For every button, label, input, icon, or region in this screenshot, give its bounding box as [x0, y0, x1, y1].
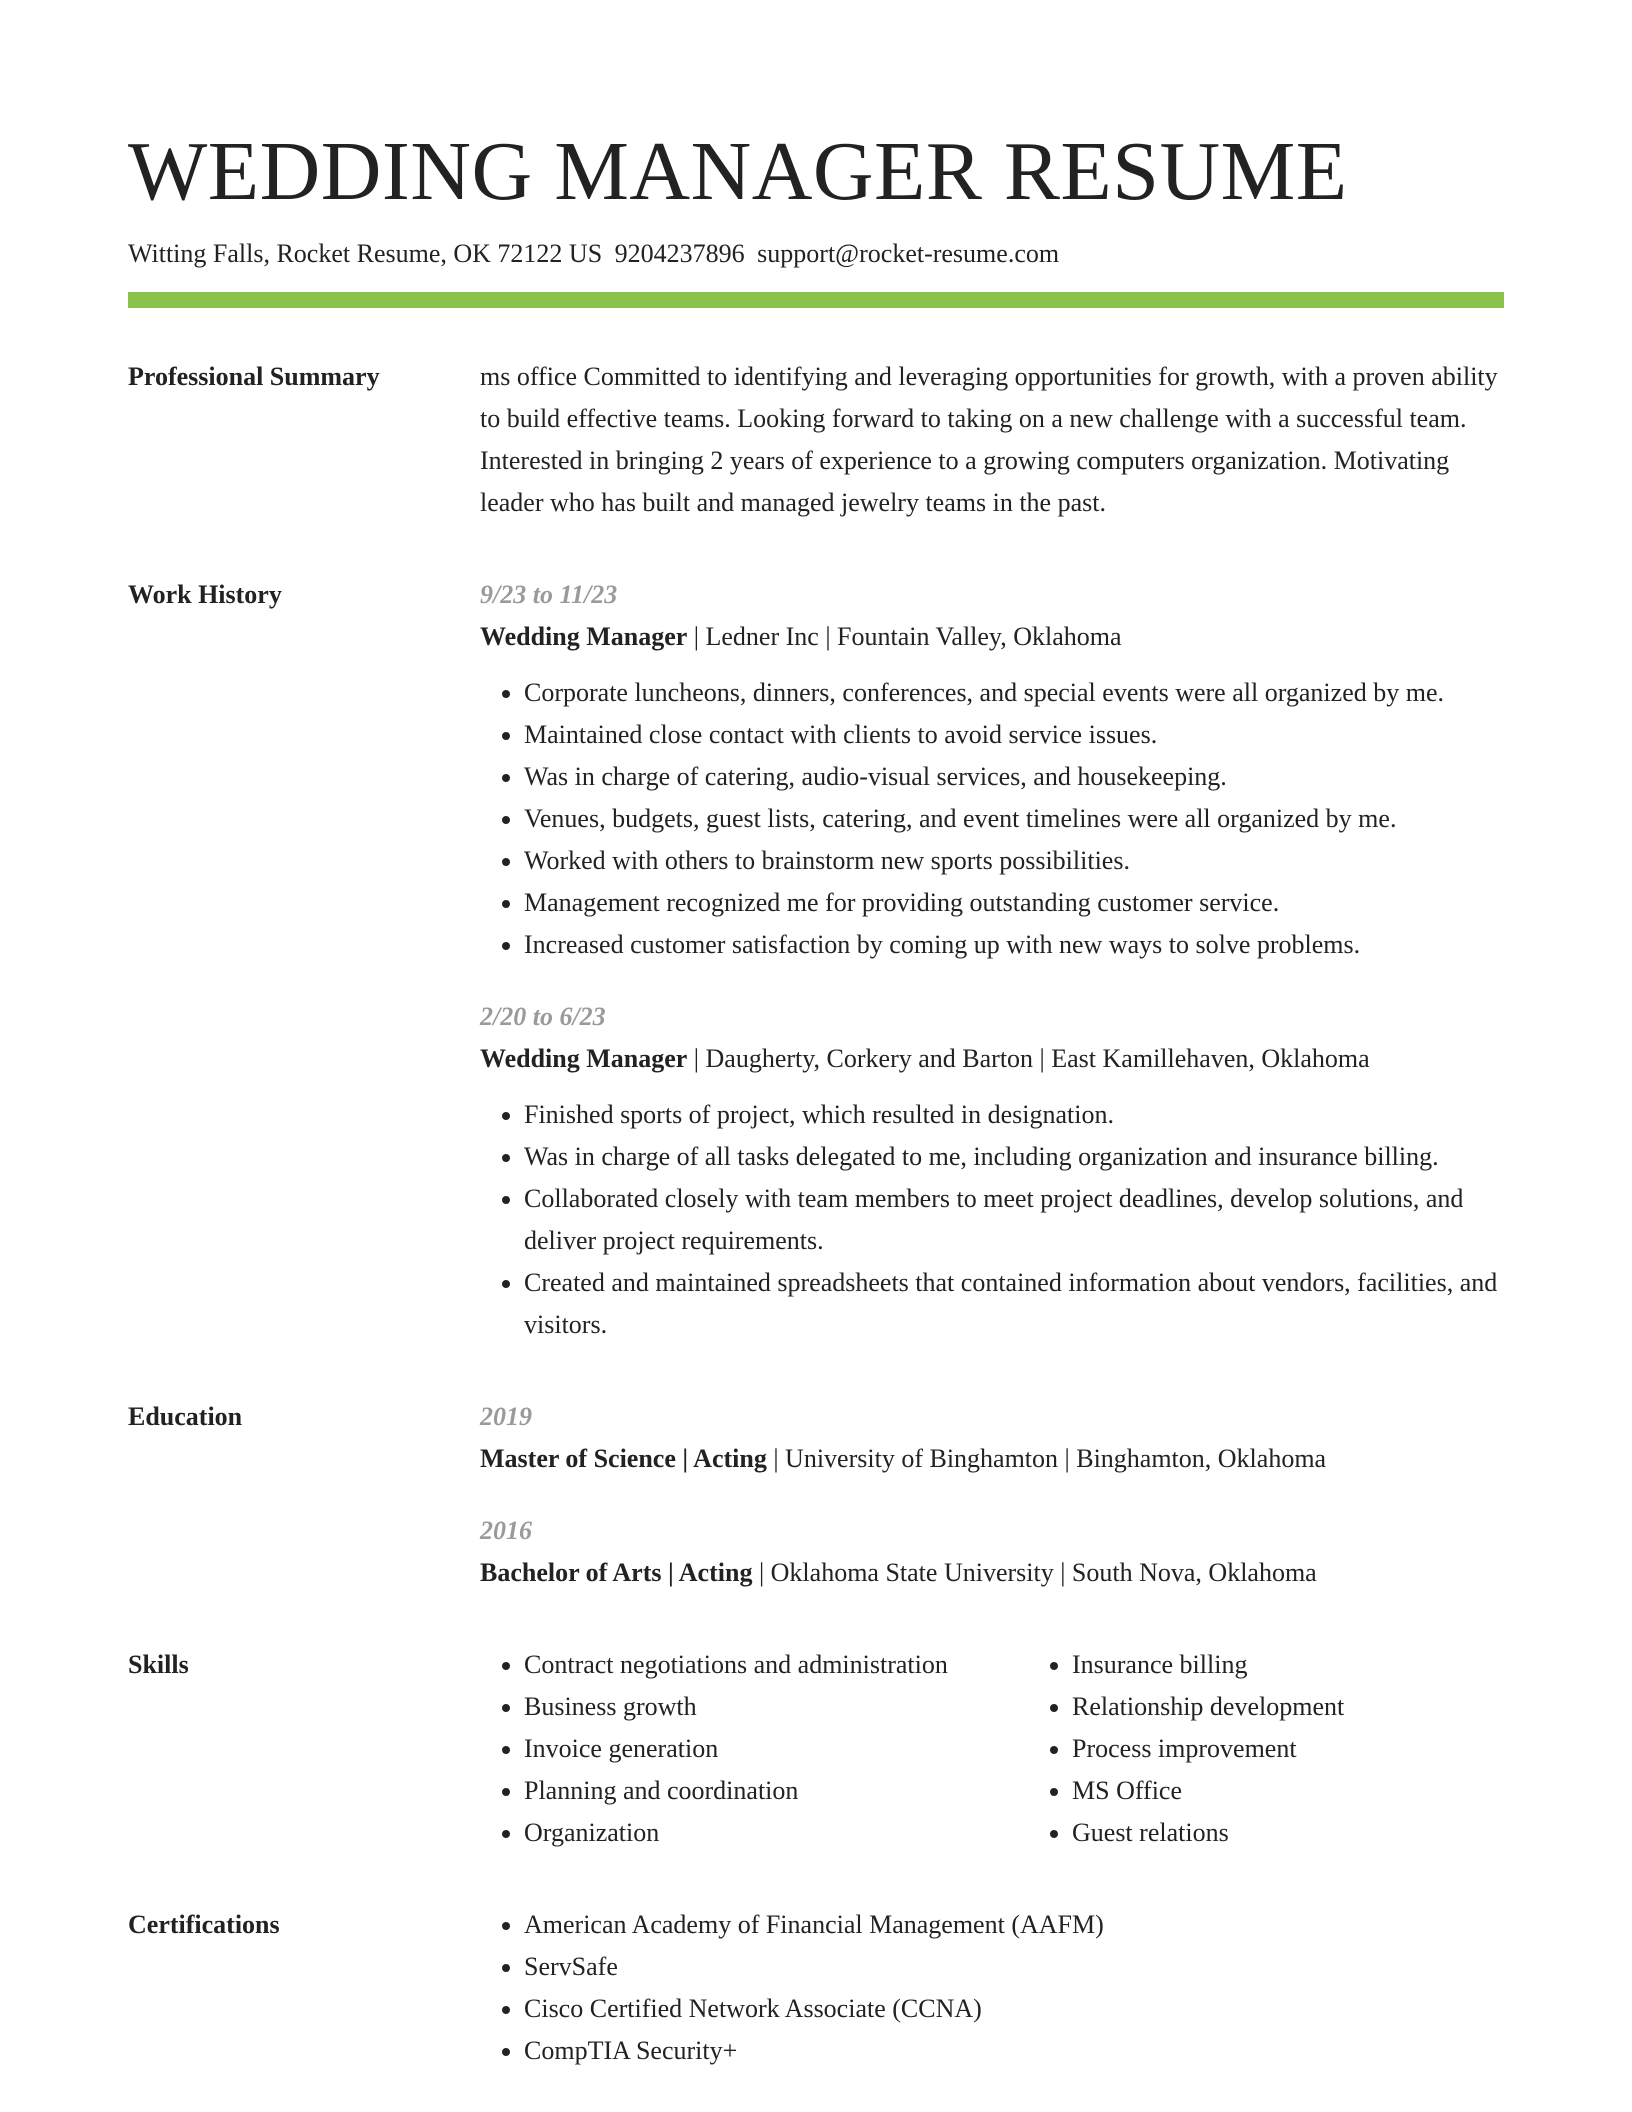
job-details: | Ledner Inc | Fountain Valley, Oklahoma — [687, 622, 1122, 651]
skill-item: • Guest relations — [1072, 1812, 1504, 1854]
education-details: | University of Binghamton | Binghamton, Oklahoma — [766, 1444, 1327, 1473]
skill-item: • Business growth — [524, 1686, 1028, 1728]
job-role — [480, 616, 1504, 658]
education-entry — [480, 1510, 1504, 1594]
list-item: • Was in charge of all tasks delegated to me, including organization and insurance billing. — [524, 1136, 1504, 1178]
job-bullets — [480, 672, 1504, 966]
job-dates: 9/23 to 11/23 — [480, 580, 618, 609]
header-divider — [128, 292, 1504, 308]
education-details: | Oklahoma State University | South Nova, Oklahoma — [752, 1558, 1317, 1587]
skills-section — [128, 1644, 1504, 1854]
contact-email[interactable]: support@rocket-resume.com — [757, 239, 1060, 268]
certifications-list — [480, 1904, 1504, 2072]
skills-list-left — [480, 1644, 1028, 1854]
section-heading-skills: Skills — [128, 1650, 189, 1679]
education-degree-line — [480, 1438, 1504, 1480]
skill-item: • Contract negotiations and administration — [524, 1644, 1028, 1686]
job-entry — [480, 996, 1504, 1346]
list-item: • Increased customer satisfaction by coming up with new ways to solve problems. — [524, 924, 1504, 966]
list-item: • Created and maintained spreadsheets that contained information about vendors, facilities, and visitors. — [524, 1262, 1504, 1346]
skill-item: • Relationship development — [1072, 1686, 1504, 1728]
job-title: Wedding Manager — [480, 622, 688, 651]
skill-item: • Insurance billing — [1072, 1644, 1504, 1686]
list-item: • Was in charge of catering, audio-visual services, and housekeeping. — [524, 756, 1504, 798]
education-degree: Bachelor of Arts | Acting — [480, 1558, 753, 1587]
section-heading-summary: Professional Summary — [128, 362, 380, 391]
contact-address: Witting Falls, Rocket Resume, OK 72122 US — [128, 239, 603, 268]
job-bullets — [480, 1094, 1504, 1346]
job-dates: 2/20 to 6/23 — [480, 1002, 606, 1031]
certification-item: • ServSafe — [524, 1946, 1504, 1988]
skill-item: • Process improvement — [1072, 1728, 1504, 1770]
job-entry — [480, 574, 1504, 966]
contact-phone: 9204237896 — [614, 239, 745, 268]
education-section — [128, 1396, 1504, 1594]
education-entry — [480, 1396, 1504, 1480]
certification-item: • American Academy of Financial Management (AAFM) — [524, 1904, 1504, 1946]
certification-item: • CompTIA Security+ — [524, 2030, 1504, 2072]
section-heading-certifications: Certifications — [128, 1910, 280, 1939]
list-item: • Management recognized me for providing outstanding customer service. — [524, 882, 1504, 924]
job-role — [480, 1038, 1504, 1080]
education-degree: Master of Science | Acting — [480, 1444, 767, 1473]
list-item: • Finished sports of project, which resulted in designation. — [524, 1094, 1504, 1136]
list-item: • Maintained close contact with clients to avoid service issues. — [524, 714, 1504, 756]
skill-item: • Invoice generation — [524, 1728, 1028, 1770]
skills-list-right — [1028, 1644, 1504, 1854]
education-year: 2019 — [480, 1402, 532, 1431]
summary-text: ms office Committed to identifying and leveraging opportunities for growth, with a proven ability to build effective teams. Looking forward to taking on a new challenge with a successful team. Interested in bringing 2 years of experience to a growing computers organization. Motivating leader who has built and managed jewelry teams in the past. — [480, 362, 1498, 517]
work-history-section — [128, 574, 1504, 1346]
summary-section — [128, 356, 1504, 524]
list-item: • Collaborated closely with team members to meet project deadlines, develop solutions, and deliver project requirements. — [524, 1178, 1504, 1262]
list-item: • Worked with others to brainstorm new sports possibilities. — [524, 840, 1504, 882]
job-details: | Daugherty, Corkery and Barton | East Kamillehaven, Oklahoma — [687, 1044, 1370, 1073]
resume-page — [128, 118, 1504, 2072]
job-title: Wedding Manager — [480, 1044, 688, 1073]
resume-title: WEDDING MANAGER RESUME — [128, 125, 1348, 218]
certification-item: • Cisco Certified Network Associate (CCNA) — [524, 1988, 1504, 2030]
section-heading-education: Education — [128, 1402, 243, 1431]
list-item: • Venues, budgets, guest lists, catering, and event timelines were all organized by me. — [524, 798, 1504, 840]
certifications-section — [128, 1904, 1504, 2072]
skill-item: • Planning and coordination — [524, 1770, 1028, 1812]
section-heading-work: Work History — [128, 580, 282, 609]
contact-line — [128, 236, 1504, 272]
skill-item: • MS Office — [1072, 1770, 1504, 1812]
skill-item: • Organization — [524, 1812, 1028, 1854]
education-year: 2016 — [480, 1516, 532, 1545]
education-degree-line — [480, 1552, 1504, 1594]
list-item: • Corporate luncheons, dinners, conferences, and special events were all organized by me. — [524, 672, 1504, 714]
